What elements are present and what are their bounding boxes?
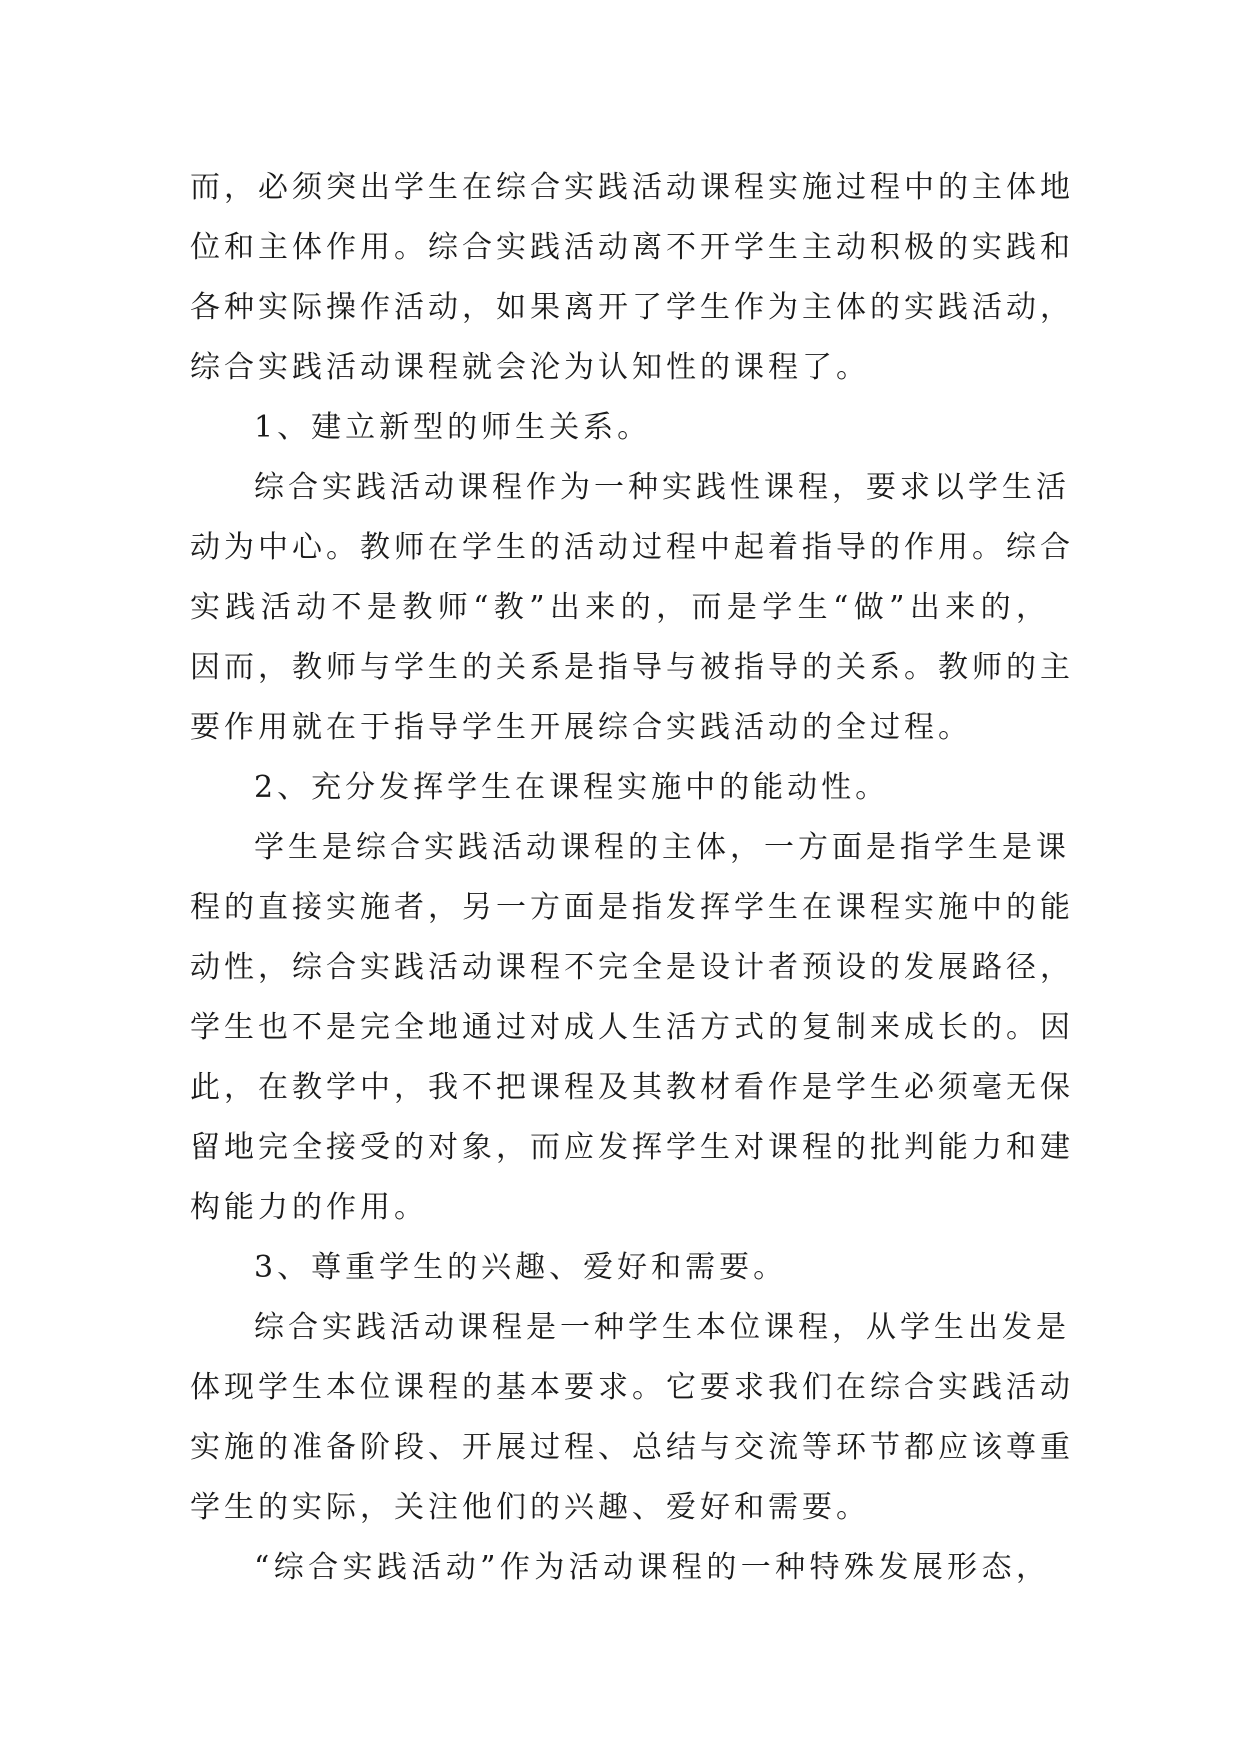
text-line: 实施的准备阶段、开展过程、总结与交流等环节都应该尊重 xyxy=(190,1430,1074,1465)
section-heading-2: 2、充分发挥学生在课程实施中的能动性。 xyxy=(254,770,890,805)
text-line: 而，必须突出学生在综合实践活动课程实施过程中的主体地 xyxy=(190,170,1074,205)
body-text xyxy=(190,158,1074,1598)
text-line: 因而，教师与学生的关系是指导与被指导的关系。教师的主 xyxy=(190,650,1074,685)
text-line: 此，在教学中，我不把课程及其教材看作是学生必须毫无保 xyxy=(190,1070,1074,1105)
text-line: 学生是综合实践活动课程的主体，一方面是指学生是课 xyxy=(254,830,1070,865)
text-line: 动为中心。教师在学生的活动过程中起着指导的作用。综合 xyxy=(190,530,1074,565)
text-line: 学生也不是完全地通过对成人生活方式的复制来成长的。因 xyxy=(190,1010,1074,1045)
section-heading-1: 1、建立新型的师生关系。 xyxy=(254,410,652,445)
text-line: 各种实际操作活动，如果离开了学生作为主体的实践活动， xyxy=(190,290,1074,325)
text-line: 要作用就在于指导学生开展综合实践活动的全过程。 xyxy=(190,710,972,745)
section-heading-3: 3、尊重学生的兴趣、爱好和需要。 xyxy=(254,1250,788,1285)
text-line: 构能力的作用。 xyxy=(190,1190,428,1225)
text-line: 留地完全接受的对象，而应发挥学生对课程的批判能力和建 xyxy=(190,1130,1074,1165)
text-line: 位和主体作用。综合实践活动离不开学生主动积极的实践和 xyxy=(190,230,1074,265)
text-line: “综合实践活动”作为活动课程的一种特殊发展形态， xyxy=(254,1550,1050,1585)
text-line: 体现学生本位课程的基本要求。它要求我们在综合实践活动 xyxy=(190,1370,1074,1405)
text-line: 综合实践活动课程是一种学生本位课程，从学生出发是 xyxy=(254,1310,1070,1345)
text-line: 综合实践活动课程就会沦为认知性的课程了。 xyxy=(190,350,870,385)
text-line: 程的直接实施者，另一方面是指发挥学生在课程实施中的能 xyxy=(190,890,1074,925)
text-line: 实践活动不是教师“教”出来的，而是学生“做”出来的， xyxy=(190,590,1050,625)
text-line: 动性，综合实践活动课程不完全是设计者预设的发展路径， xyxy=(190,950,1074,985)
text-line: 综合实践活动课程作为一种实践性课程，要求以学生活 xyxy=(254,470,1070,505)
text-line: 学生的实际，关注他们的兴趣、爱好和需要。 xyxy=(190,1490,870,1525)
